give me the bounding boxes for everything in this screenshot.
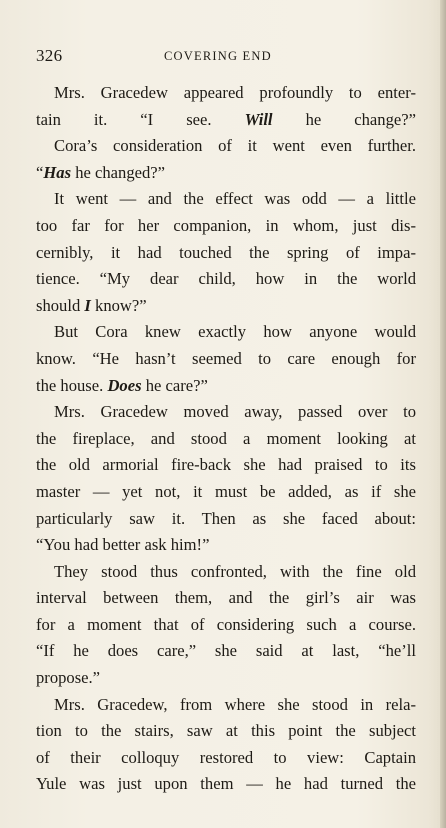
emphasized-word: Will xyxy=(244,109,273,129)
text-segment: interval between them, and the girl’s air was xyxy=(36,588,416,608)
text-segment: of their colloquy restored to view: Captain xyxy=(36,747,416,767)
text-segment: cernibly, it had touched the spring of impa- xyxy=(36,242,416,262)
text-segment: the fireplace, and stood a moment looking at xyxy=(36,428,416,448)
text-line xyxy=(36,240,416,267)
text-line xyxy=(36,319,416,346)
text-line xyxy=(36,771,416,798)
text-segment: know. “He hasn’t seemed to care enough for xyxy=(36,348,416,368)
text-line xyxy=(36,692,416,719)
text-segment: master — yet not, it must be added, as if she xyxy=(36,481,416,501)
text-segment: particularly saw it. Then as she faced about: xyxy=(36,508,416,528)
text-segment: But Cora knew exactly how anyone would xyxy=(54,322,416,342)
text-line xyxy=(36,373,416,400)
text-segment: know?” xyxy=(90,295,147,315)
emphasized-word: Does xyxy=(107,375,142,395)
text-segment: he change?” xyxy=(272,109,416,129)
text-segment: Yule was just upon them — he had turned the xyxy=(36,774,416,794)
text-line xyxy=(36,559,416,586)
running-head: COVERING END xyxy=(164,49,272,63)
text-segment: They stood thus confronted, with the fine old xyxy=(54,561,416,581)
text-line xyxy=(36,186,416,213)
text-segment: tience. “My dear child, how in the world xyxy=(36,269,416,289)
text-segment: tain it. “I see. xyxy=(36,109,245,129)
page-number: 326 xyxy=(36,46,63,65)
text-segment: propose.” xyxy=(36,668,101,688)
text-segment: he changed?” xyxy=(71,162,166,182)
text-segment: It went — and the effect was odd — a little xyxy=(54,189,416,209)
text-segment: Cora’s consideration of it went even further. xyxy=(54,136,416,156)
text-segment: “You had better ask him!” xyxy=(36,535,210,555)
text-segment: Mrs. Gracedew appeared profoundly to enter- xyxy=(54,83,416,102)
text-segment: for a moment that of considering such a course. xyxy=(36,614,416,634)
text-line xyxy=(36,745,416,772)
text-line xyxy=(36,532,416,559)
text-line xyxy=(36,479,416,506)
text-line xyxy=(36,665,416,692)
text-line xyxy=(36,80,416,107)
emphasized-word: I xyxy=(84,295,91,315)
body-text xyxy=(36,80,416,798)
text-line xyxy=(36,585,416,612)
text-segment: the house. xyxy=(36,375,108,395)
text-line xyxy=(36,638,416,665)
text-line xyxy=(36,133,416,160)
text-line xyxy=(36,612,416,639)
text-segment: Mrs. Gracedew moved away, passed over to xyxy=(54,402,416,422)
text-segment: tion to the stairs, saw at this point the subject xyxy=(36,721,416,741)
text-segment: he care?” xyxy=(141,375,208,395)
page-header xyxy=(36,46,416,66)
text-line xyxy=(36,426,416,453)
text-line xyxy=(36,213,416,240)
text-line xyxy=(36,399,416,426)
text-line xyxy=(36,346,416,373)
text-line xyxy=(36,107,416,134)
text-line xyxy=(36,718,416,745)
emphasized-word: Has xyxy=(43,162,72,182)
text-line xyxy=(36,160,416,187)
text-line xyxy=(36,266,416,293)
text-segment: “ xyxy=(36,162,44,182)
page-edge-shadow xyxy=(440,0,446,828)
text-line xyxy=(36,452,416,479)
text-line xyxy=(36,506,416,533)
text-segment: should xyxy=(36,295,85,315)
text-segment: the old armorial fire-back she had praised to its xyxy=(36,455,416,475)
text-segment: “If he does care,” she said at last, “he’ll xyxy=(36,641,416,661)
text-segment: Mrs. Gracedew, from where she stood in rela- xyxy=(54,694,416,714)
text-line xyxy=(36,293,416,320)
text-segment: too far for her companion, in whom, just dis- xyxy=(36,215,416,235)
